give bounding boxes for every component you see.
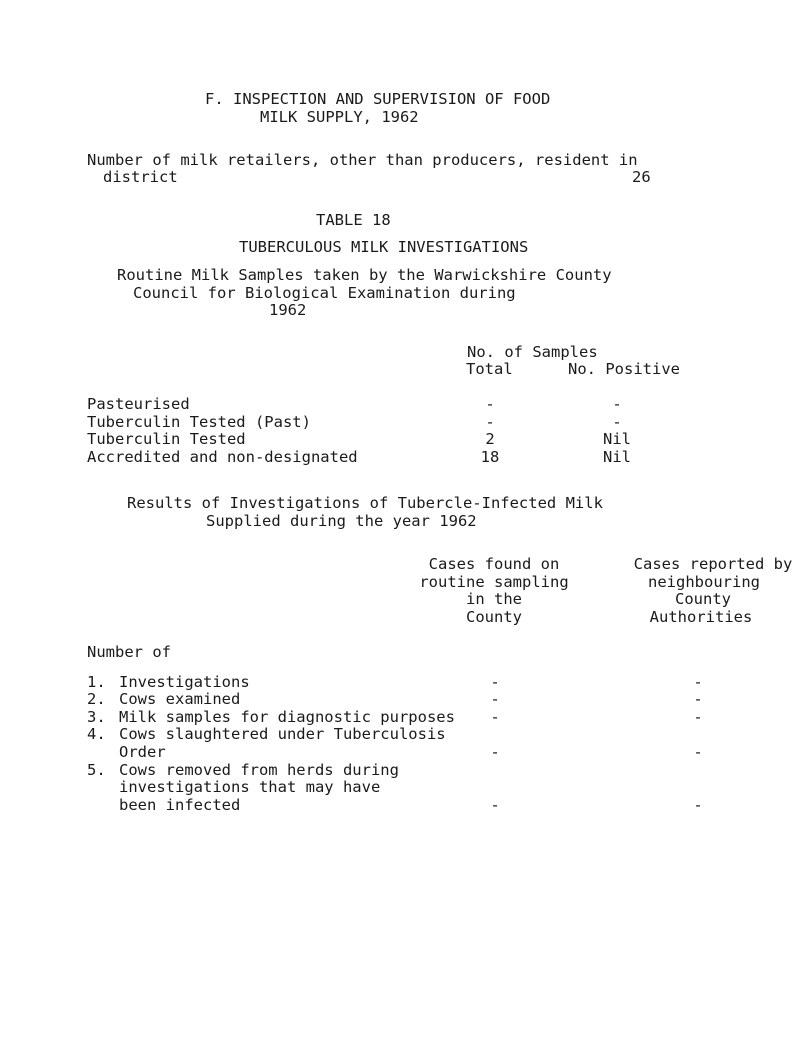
header-line: Authorities [649, 608, 753, 626]
item-text: Order [119, 743, 166, 761]
section-subtitle: MILK SUPPLY, 1962 [260, 108, 419, 126]
section-title: F. INSPECTION AND SUPERVISION OF FOOD [205, 90, 551, 108]
table-label: TABLE 18 [316, 211, 391, 229]
row-positive: Nil [603, 448, 631, 466]
item-text: Cows slaughtered under Tuberculosis [119, 725, 446, 743]
results-title-line2: Supplied during the year 1962 [206, 512, 477, 530]
table-title: TUBERCULOUS MILK INVESTIGATIONS [239, 238, 529, 256]
retailers-text-line1: Number of milk retailers, other than producers, resident in [87, 151, 638, 169]
row-total: - [485, 413, 495, 431]
header-line: County [466, 608, 522, 626]
item-col1: - [490, 796, 500, 814]
item-col1: - [490, 708, 500, 726]
header-line: routine sampling [419, 573, 569, 591]
item-text: Milk samples for diagnostic purposes [119, 708, 455, 726]
item-text: Investigations [119, 673, 250, 691]
item-number: 1. [87, 673, 106, 691]
item-number: 2. [87, 690, 106, 708]
item-text: been infected [119, 796, 241, 814]
results-title-line1: Results of Investigations of Tubercle-Infected Milk [127, 494, 603, 512]
item-text: Cows examined [119, 690, 241, 708]
row-label: Tuberculin Tested (Past) [87, 413, 311, 431]
retailers-text-line2: district [103, 168, 178, 186]
retailers-count: 26 [632, 168, 651, 186]
row-label: Tuberculin Tested [87, 430, 246, 448]
item-col2: - [693, 690, 703, 708]
item-col2: - [693, 708, 703, 726]
row-label: Pasteurised [87, 395, 190, 413]
item-col2: - [693, 796, 703, 814]
item-col2: - [693, 743, 703, 761]
item-col2: - [693, 673, 703, 691]
item-text: investigations that may have [119, 778, 381, 796]
item-text: Cows removed from herds during [119, 761, 399, 779]
header-line: County [675, 590, 731, 608]
item-col1: - [490, 743, 500, 761]
row-total: - [485, 395, 495, 413]
row-total: 2 [485, 430, 495, 448]
samples-group-header: No. of Samples [467, 343, 598, 361]
row-positive: Nil [603, 430, 631, 448]
row-label: Accredited and non-designated [87, 448, 358, 466]
item-number: 5. [87, 761, 106, 779]
header-line: neighbouring [648, 573, 760, 591]
number-of-label: Number of [87, 643, 171, 661]
header-line: Cases reported by [633, 555, 793, 573]
column-header-total: Total [466, 360, 513, 378]
column-header-positive: No. Positive [568, 360, 680, 378]
item-col1: - [490, 690, 500, 708]
row-positive: - [612, 395, 622, 413]
header-line: in the [466, 590, 522, 608]
table-description-line3: 1962 [269, 301, 307, 319]
item-number: 3. [87, 708, 106, 726]
table-description-line2: Council for Biological Examination during [133, 284, 516, 302]
row-total: 18 [480, 448, 500, 466]
row-positive: - [612, 413, 622, 431]
header-line: Cases found on [428, 555, 560, 573]
table-description-line1: Routine Milk Samples taken by the Warwickshire County [117, 266, 612, 284]
item-col1: - [490, 673, 500, 691]
item-number: 4. [87, 725, 106, 743]
